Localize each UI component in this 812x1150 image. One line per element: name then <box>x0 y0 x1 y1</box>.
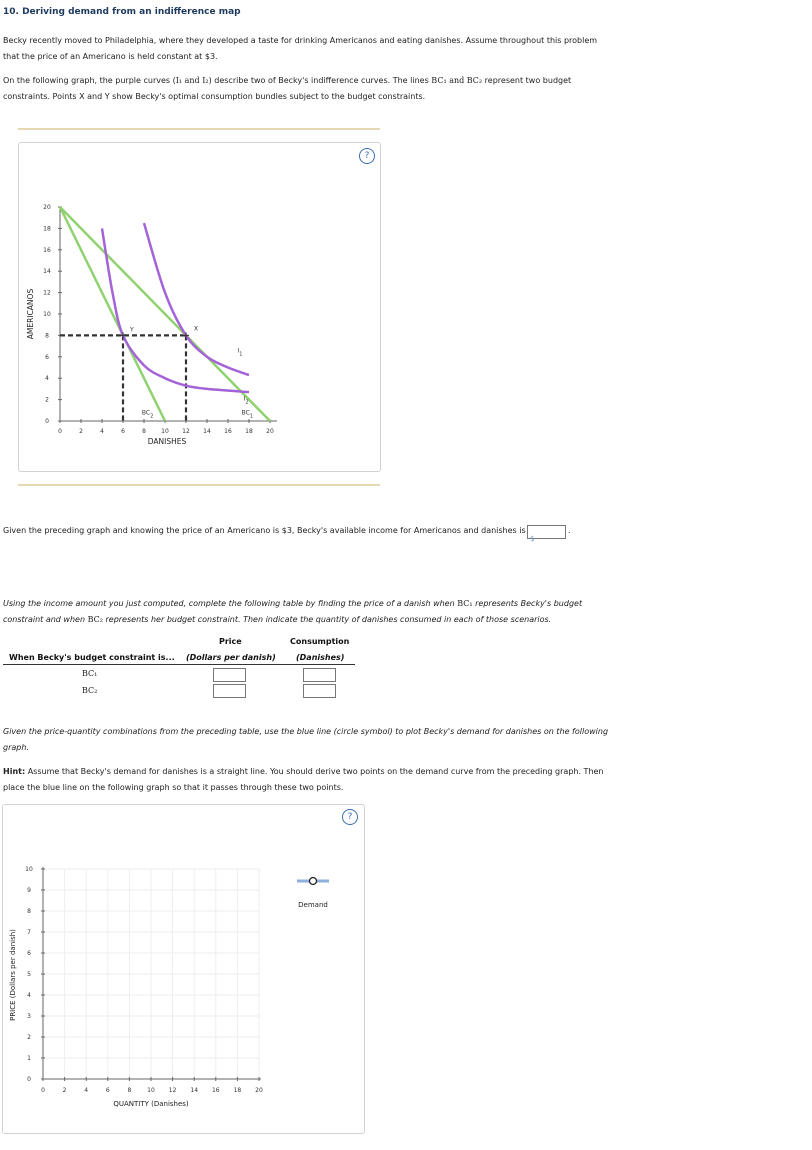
indifference-graph-panel <box>18 142 381 472</box>
graph2-y-label: PRICE (Dollars per danish) <box>9 929 17 1021</box>
graph2-x-tick-label: 2 <box>62 1087 67 1094</box>
consumption-input-bc1[interactable] <box>303 668 336 682</box>
graph2-x-tick-label: 0 <box>41 1087 45 1094</box>
table-header-consumption-units: (Danishes) <box>296 653 345 662</box>
graph2-y-tick-label: 9 <box>27 887 31 894</box>
table-intro-line-2 <box>3 612 551 628</box>
graph1-ticks <box>43 204 274 435</box>
demand-graph <box>3 805 364 1133</box>
graph1-x-tick-label: 4 <box>100 428 104 435</box>
point-label-x: X <box>194 325 199 333</box>
table-header-price-units: (Dollars per danish) <box>186 653 276 662</box>
graph1-x-tick-label: 14 <box>203 428 211 435</box>
label-bc2: $BC_2$ <box>141 409 154 420</box>
graph2-y-tick-label: 1 <box>27 1055 31 1062</box>
income-period: . <box>568 526 571 535</box>
table-header-rule <box>3 664 355 665</box>
intro-bc-pair: BC₁ and BC₂ <box>431 76 483 85</box>
budget-line-bc1 <box>60 207 270 421</box>
graph2-y-tick-label: 5 <box>27 971 31 978</box>
graph2-x-label: QUANTITY (Danishes) <box>113 1100 189 1108</box>
graph1-x-tick-label: 0 <box>58 428 62 435</box>
graph1-x-tick-label: 6 <box>121 428 125 435</box>
table-intro-1b: represents Becky's budget <box>472 599 583 608</box>
consumption-input-bc2[interactable] <box>303 684 336 698</box>
point-label-y: Y <box>130 326 134 334</box>
hint-line-1 <box>3 764 604 780</box>
price-consumption-table <box>3 636 357 700</box>
graph1-y-tick-label: 16 <box>43 246 51 254</box>
table-intro-2b: represents her budget constraint. Then indicate the quantity of danishes consumed in each of those scenarios. <box>102 615 552 624</box>
plot-instr-line-1: Given the price-quantity combinations from the preceding table, use the blue line (circle symbol) to plot Becky's demand for danishes on the following <box>3 727 609 736</box>
income-currency: $ <box>530 535 535 543</box>
graph1-y-tick-label: 6 <box>45 353 49 361</box>
intro-line-1: Becky recently moved to Philadelphia, where they developed a taste for drinking Americanos and eating danishes. Assume throughout this problem <box>3 36 598 45</box>
table-intro-2a: constraint and when <box>3 615 88 624</box>
graph2-y-tick-label: 8 <box>27 908 31 915</box>
hint-line-2: place the blue line on the following graph so that it passes through these two points. <box>3 783 344 792</box>
table-header-constraint: When Becky's budget constraint is... <box>9 653 175 662</box>
graph1-y-tick-label: 8 <box>45 332 49 340</box>
indifference-graph <box>19 143 380 471</box>
graph2-x-tick-label: 4 <box>84 1087 89 1094</box>
intro-line-4: constraints. Points X and Y show Becky's optimal consumption bundles subject to the budget constraints. <box>3 92 426 101</box>
graph2-y-tick-label: 0 <box>27 1076 31 1083</box>
graph1-y-tick-label: 14 <box>43 268 51 276</box>
table-row-bc1-label: BC₁ <box>82 669 98 678</box>
graph2-x-tick-label: 12 <box>168 1087 177 1094</box>
demand-legend-tool[interactable] <box>297 878 329 885</box>
graph2-x-tick-label: 10 <box>147 1087 155 1094</box>
table-intro-bc2: BC₂ <box>87 615 103 624</box>
graph2-x-tick-label: 18 <box>233 1087 242 1094</box>
demand-graph-panel <box>2 804 365 1134</box>
intro-line-3 <box>3 73 571 89</box>
graph2-x-tick-label: 14 <box>190 1087 199 1094</box>
graph2-x-tick-label: 16 <box>211 1087 220 1094</box>
graph1-x-tick-label: 8 <box>142 428 146 435</box>
table-intro-bc1: BC₁ <box>457 599 473 608</box>
hint-text-1: Assume that Becky's demand for danishes is a straight line. You should derive two points on the demand curve from the preceding graph. Then <box>25 767 604 776</box>
price-input-bc1[interactable] <box>213 668 246 682</box>
hint-label: Hint: <box>3 767 26 776</box>
graph1-x-tick-label: 16 <box>224 428 232 435</box>
graph2-x-tick-label: 6 <box>105 1087 110 1094</box>
indifference-curve-i1 <box>144 223 249 375</box>
table-intro-1a: Using the income amount you just computed, complete the following table by finding the price of a danish when <box>3 599 458 608</box>
graph1-y-tick-label: 2 <box>45 396 49 404</box>
graph1-x-tick-label: 20 <box>266 428 274 435</box>
graph1-x-tick-label: 18 <box>245 428 253 435</box>
graph1-x-tick-label: 2 <box>79 428 83 435</box>
graph2-x-tick-label: 20 <box>255 1087 263 1094</box>
graph2-y-tick-label: 6 <box>27 950 31 957</box>
help-icon[interactable]: ? <box>359 148 375 164</box>
intro-i-pair: I₁ and I₂ <box>175 76 209 85</box>
graph2-y-tick-label: 4 <box>27 992 31 999</box>
graph1-y-tick-label: 20 <box>43 204 51 211</box>
divider-bottom <box>18 484 380 486</box>
demand-plot-area[interactable] <box>43 865 261 1078</box>
label-i2: $I_2$ <box>243 395 249 406</box>
demand-legend-label: Demand <box>298 901 328 909</box>
help-icon-2[interactable]: ? <box>342 809 358 825</box>
graph2-y-tick-label: 10 <box>25 866 33 873</box>
graph1-marks <box>60 207 270 421</box>
income-input[interactable] <box>527 525 566 543</box>
graph1-x-tick-label: 12 <box>182 428 190 435</box>
graph1-y-tick-label: 18 <box>43 225 51 233</box>
demand-legend-circle-icon[interactable] <box>310 878 317 885</box>
income-question <box>3 523 526 539</box>
graph1-y-label: AMERICANOS <box>26 288 35 340</box>
intro-line-3b: ) describe two of Becky's indifference curves. The lines <box>208 76 432 85</box>
graph1-y-tick-label: 12 <box>43 289 51 297</box>
price-input-bc2[interactable] <box>213 684 246 698</box>
graph1-y-tick-label: 4 <box>45 375 49 383</box>
intro-line-2: that the price of an Americano is held constant at $3. <box>3 52 218 61</box>
table-header-price: Price <box>219 637 242 646</box>
income-question-text: Given the preceding graph and knowing the price of an Americano is $3, Becky's available income for Americanos and danishes is <box>3 526 526 535</box>
intro-line-3c: represent two budget <box>482 76 572 85</box>
divider-top <box>18 128 380 130</box>
graph1-y-tick-label: 10 <box>43 311 51 318</box>
graph2-y-tick-label: 3 <box>27 1013 31 1020</box>
graph2-y-tick-label: 2 <box>27 1034 31 1041</box>
label-bc1: $BC_1$ <box>241 409 254 420</box>
table-intro-line-1 <box>3 596 582 612</box>
table-row-bc2-label: BC₂ <box>82 686 98 695</box>
graph1-x-label: DANISHES <box>147 437 187 446</box>
graph1-y-tick-label: 0 <box>45 418 49 425</box>
plot-instr-line-2: graph. <box>3 743 29 752</box>
graph2-x-tick-label: 8 <box>127 1087 132 1094</box>
label-i1: $I_1$ <box>237 347 243 358</box>
graph2-y-tick-label: 7 <box>27 929 31 936</box>
table-header-consumption: Consumption <box>290 637 350 646</box>
page-title: 10. Deriving demand from an indifference map <box>3 7 241 17</box>
intro-line-3a: On the following graph, the purple curves ( <box>3 76 176 85</box>
graph1-x-tick-label: 10 <box>161 428 169 435</box>
